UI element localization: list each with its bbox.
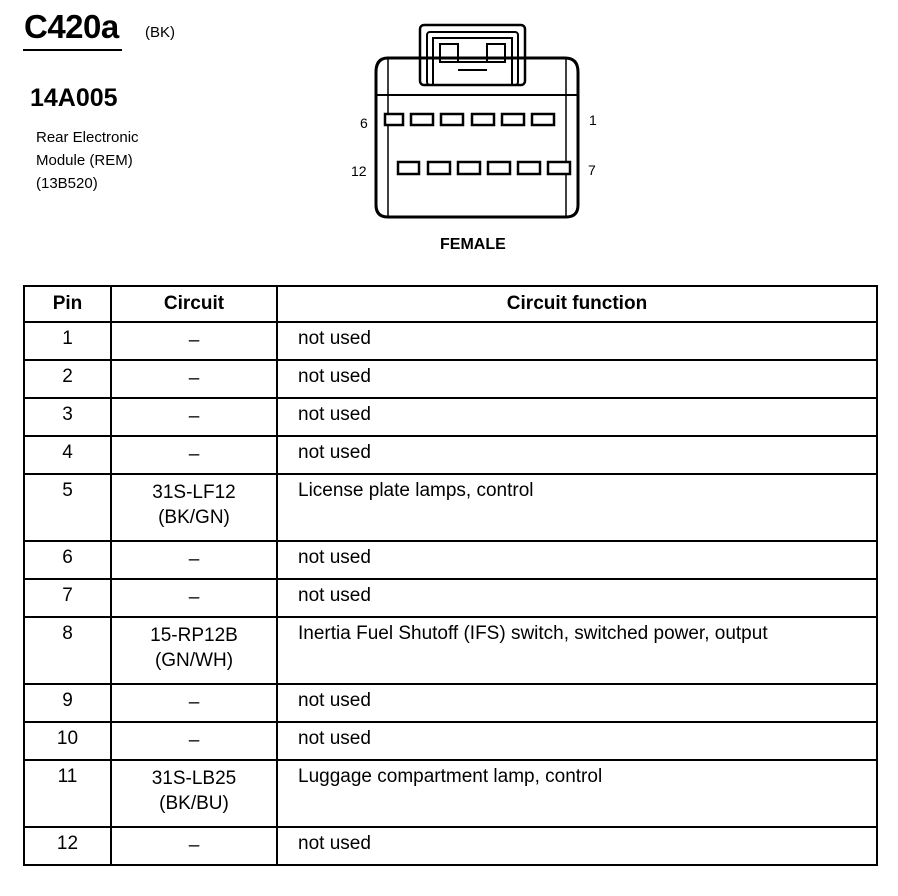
- cavity-10: [458, 162, 480, 174]
- pin-table: [23, 285, 878, 866]
- circuit-cell: [111, 617, 277, 684]
- table-row: [24, 827, 877, 865]
- circuit-function: not used: [277, 398, 877, 436]
- pin-table-body: [24, 322, 877, 865]
- pin-number: 8: [24, 617, 111, 684]
- female-view-label: FEMALE: [440, 236, 506, 253]
- table-row: [24, 684, 877, 722]
- circuit-line: 31S-LF12: [152, 482, 236, 503]
- pin-label-top-right: 1: [589, 112, 597, 128]
- pin-number: 6: [24, 541, 111, 579]
- circuit-cell: [111, 579, 277, 617]
- circuit-line: –: [188, 368, 200, 389]
- description-line-1: Rear Electronic: [36, 129, 139, 146]
- table-row: [24, 760, 877, 827]
- pin-number: 12: [24, 827, 111, 865]
- cavity-12: [398, 162, 419, 174]
- connector-id: C420a: [24, 8, 119, 45]
- table-row: [24, 722, 877, 760]
- circuit-function: not used: [277, 722, 877, 760]
- pin-number: 7: [24, 579, 111, 617]
- circuit-line: –: [188, 730, 200, 751]
- pin-label-bottom-right: 7: [588, 162, 596, 178]
- circuit-cell: [111, 360, 277, 398]
- part-number: 14A005: [30, 84, 118, 112]
- circuit-function: Inertia Fuel Shutoff (IFS) switch, switched power, output: [277, 617, 877, 684]
- circuit-cell: [111, 474, 277, 541]
- circuit-cell: [111, 398, 277, 436]
- circuit-function: Luggage compartment lamp, control: [277, 760, 877, 827]
- cavity-2: [502, 114, 524, 125]
- circuit-line: –: [188, 444, 200, 465]
- circuit-cell: [111, 760, 277, 827]
- pin-number: 2: [24, 360, 111, 398]
- circuit-cell: [111, 436, 277, 474]
- pin-label-top-left: 6: [360, 115, 368, 131]
- circuit-line: 15-RP12B: [150, 625, 238, 646]
- header-pin: Pin: [24, 286, 111, 322]
- table-row: [24, 541, 877, 579]
- pin-number: 11: [24, 760, 111, 827]
- pin-label-bottom-left: 12: [351, 163, 367, 179]
- cavity-6: [385, 114, 403, 125]
- circuit-line: –: [188, 330, 200, 351]
- circuit-function: not used: [277, 684, 877, 722]
- table-header-row: [24, 286, 877, 322]
- pin-number: 10: [24, 722, 111, 760]
- pin-number: 3: [24, 398, 111, 436]
- circuit-line: –: [188, 587, 200, 608]
- connector-color: (BK): [145, 24, 175, 41]
- circuit-cell: [111, 684, 277, 722]
- circuit-function: not used: [277, 579, 877, 617]
- pin-number: 1: [24, 322, 111, 360]
- connector-face-diagram: [370, 20, 585, 220]
- cavity-9: [488, 162, 510, 174]
- circuit-function: not used: [277, 322, 877, 360]
- circuit-function: not used: [277, 541, 877, 579]
- cavity-7: [548, 162, 570, 174]
- circuit-cell: [111, 827, 277, 865]
- circuit-function: not used: [277, 360, 877, 398]
- table-row: [24, 322, 877, 360]
- circuit-line: (GN/WH): [154, 650, 234, 671]
- description-line-2: Module (REM): [36, 152, 133, 169]
- cavity-11: [428, 162, 450, 174]
- circuit-function: not used: [277, 827, 877, 865]
- circuit-line: –: [188, 406, 200, 427]
- cavity-1: [532, 114, 554, 125]
- circuit-function: not used: [277, 436, 877, 474]
- circuit-line: –: [188, 835, 200, 856]
- circuit-line: 31S-LB25: [151, 768, 237, 789]
- description-line-3: (13B520): [36, 175, 98, 192]
- pin-number: 9: [24, 684, 111, 722]
- circuit-line: –: [188, 549, 200, 570]
- table-row: [24, 360, 877, 398]
- circuit-line: (BK/GN): [158, 507, 230, 528]
- circuit-function: License plate lamps, control: [277, 474, 877, 541]
- connector-id-underline: [23, 49, 122, 51]
- table-row: [24, 579, 877, 617]
- circuit-line: (BK/BU): [159, 793, 229, 814]
- table-row: [24, 436, 877, 474]
- circuit-cell: [111, 322, 277, 360]
- header-circuit-function: Circuit function: [277, 286, 877, 322]
- cavity-4: [441, 114, 463, 125]
- circuit-cell: [111, 722, 277, 760]
- circuit-cell: [111, 541, 277, 579]
- table-row: [24, 617, 877, 684]
- cavity-3: [472, 114, 494, 125]
- pin-number: 5: [24, 474, 111, 541]
- pin-number: 4: [24, 436, 111, 474]
- table-row: [24, 474, 877, 541]
- header-circuit: Circuit: [111, 286, 277, 322]
- cavity-5: [411, 114, 433, 125]
- cavity-8: [518, 162, 540, 174]
- table-row: [24, 398, 877, 436]
- circuit-line: –: [188, 692, 200, 713]
